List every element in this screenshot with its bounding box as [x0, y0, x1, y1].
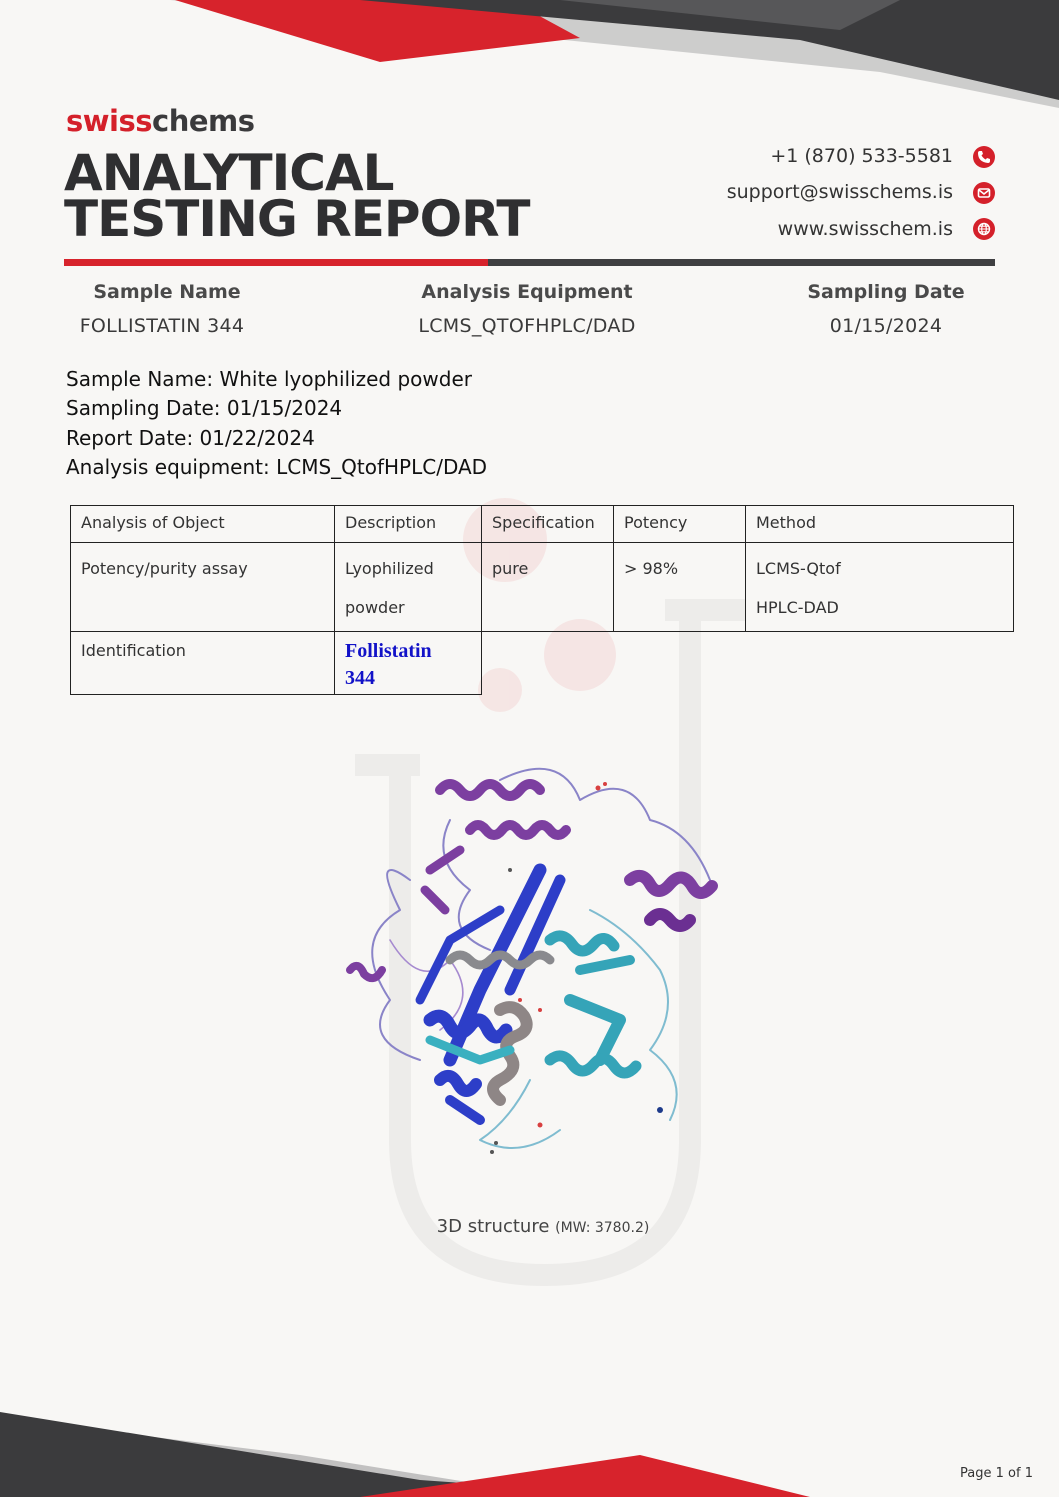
- cell-method: [746, 543, 1014, 632]
- figure-caption: [0, 1216, 1059, 1237]
- summary-value-sampling-date: 01/15/2024: [829, 315, 943, 337]
- logo-part-1: swiss: [66, 104, 153, 138]
- summary-label-sampling-date: Sampling Date: [807, 281, 965, 303]
- table-row: [71, 632, 1014, 695]
- contact-phone: +1 (870) 533-5581: [770, 145, 953, 167]
- header-divider-red: [64, 259, 488, 266]
- col-header-analysis: Analysis of Object: [71, 506, 335, 543]
- detail-sampling-date: Sampling Date: 01/15/2024: [66, 396, 343, 420]
- report-title: [64, 144, 530, 248]
- empty-cell: [614, 632, 746, 695]
- logo-part-2: chems: [152, 104, 255, 138]
- table-header-row: [71, 506, 1014, 543]
- globe-icon: [973, 218, 995, 240]
- report-title-line-1: ANALYTICAL: [64, 144, 394, 202]
- cell-description-line-1: Lyophilized: [345, 559, 434, 578]
- cell-potency: > 98%: [614, 543, 746, 632]
- summary-label-analysis-equipment: Analysis Equipment: [421, 281, 633, 303]
- col-header-specification: Specification: [482, 506, 614, 543]
- empty-cell: [482, 632, 614, 695]
- summary-value-sample-name: FOLLISTATIN 344: [79, 315, 245, 337]
- col-header-method: Method: [746, 506, 1014, 543]
- table-row: [71, 543, 1014, 632]
- results-table: [70, 505, 1014, 695]
- empty-cell: [746, 632, 1014, 695]
- figure-caption-mw: (MW: 3780.2): [555, 1220, 650, 1236]
- identification-line-2: 344: [345, 667, 375, 689]
- figure-caption-title: 3D structure: [436, 1216, 550, 1237]
- summary-label-sample-name: Sample Name: [93, 281, 241, 303]
- detail-report-date: Report Date: 01/22/2024: [66, 426, 315, 450]
- cell-identification-label: Identification: [71, 632, 335, 695]
- report-title-line-2: TESTING REPORT: [64, 190, 530, 248]
- header-divider-dark: [488, 259, 995, 266]
- identification-line-1: Follistatin: [345, 640, 432, 662]
- summary-value-analysis-equipment: LCMS_QTOFHPLC/DAD: [418, 315, 636, 337]
- contact-email[interactable]: support@swisschems.is: [726, 181, 953, 203]
- col-header-description: Description: [335, 506, 482, 543]
- cell-specification: pure: [482, 543, 614, 632]
- page-number: Page 1 of 1: [960, 1466, 1033, 1481]
- cell-method-line-2: HPLC-DAD: [756, 598, 839, 617]
- contact-website[interactable]: www.swisschem.is: [777, 218, 953, 240]
- col-header-potency: Potency: [614, 506, 746, 543]
- detail-analysis-equipment: Analysis equipment: LCMS_QtofHPLC/DAD: [66, 455, 488, 479]
- cell-analysis: Potency/purity assay: [71, 543, 335, 632]
- cell-description: [335, 543, 482, 632]
- cell-description-line-2: powder: [345, 598, 405, 617]
- protein-3d-structure-image: [330, 760, 740, 1180]
- brand-logo: [66, 104, 255, 138]
- cell-identification-value: [335, 632, 482, 695]
- phone-icon: [973, 146, 995, 168]
- mail-icon: [973, 182, 995, 204]
- detail-sample-name: Sample Name: White lyophilized powder: [66, 367, 472, 391]
- cell-method-line-1: LCMS-Qtof: [756, 559, 841, 578]
